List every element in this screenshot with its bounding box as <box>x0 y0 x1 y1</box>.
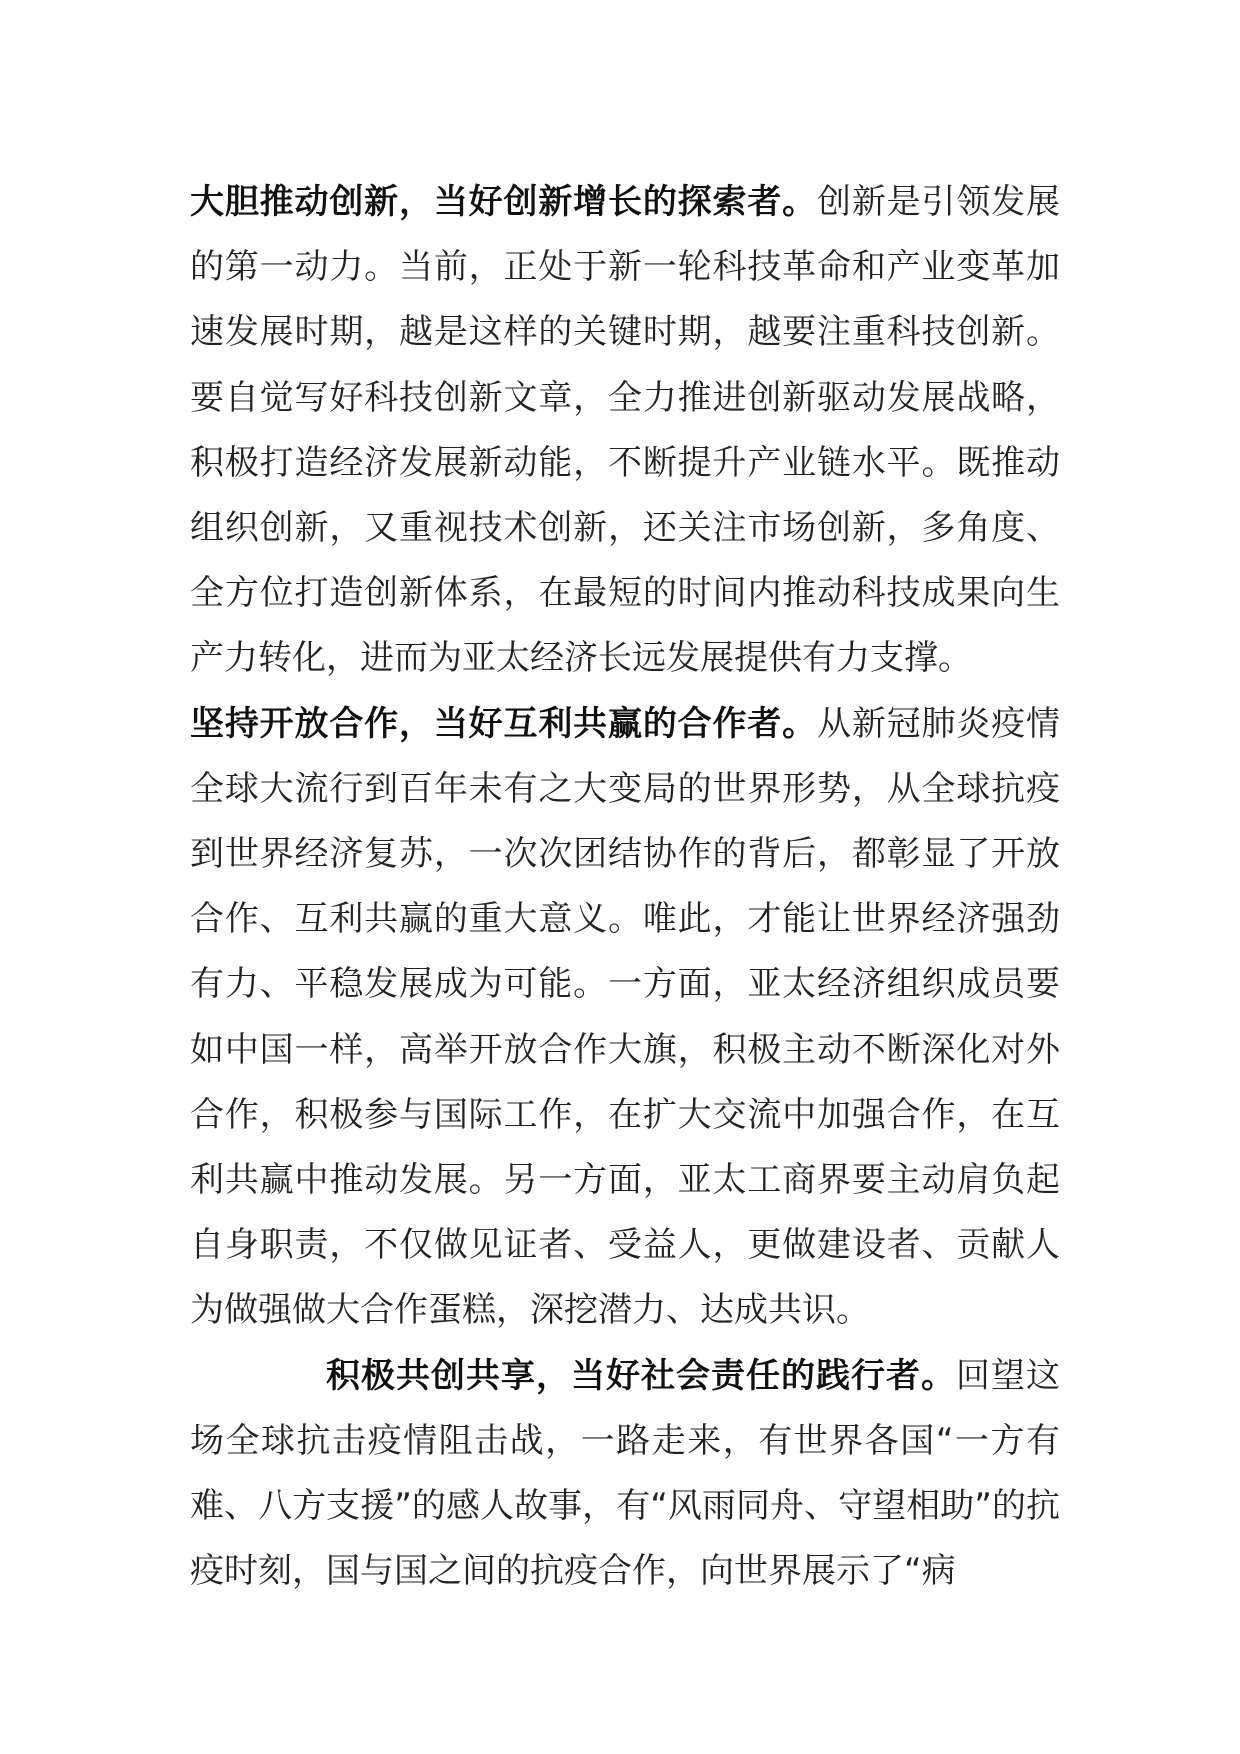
paragraph-lead-cooperation: 坚持开放合作，当好互利共赢的合作者。 <box>190 703 817 744</box>
paragraph-body-responsibility: 回望这场全球抗击疫情阻击战，一路走来，有世界各国“一方有难、八方支援”的感人故事，有“风雨同舟、守望相助”的抗疫时刻，国与国之间的抗疫合作，向世界展示了“病 <box>190 1355 1060 1592</box>
paragraph-body-cooperation: 从新冠肺炎疫情全球大流行到百年未有之大变局的世界形势，从全球抗疫到世界经济复苏，一次次团结协作的背后，都彰显了开放合作、互利共赢的重大意义。唯此，才能让世界经济强劲有力、平稳发展成为可能。一方面，亚太经济组织成员要如中国一样，高举开放合作大旗，积极主动不断深化对外合作，积极参与国际工作，在扩大交流中加强合作，在互利共赢中推动发展。另一方面，亚太工商界要主动肩负起自身职责，不仅做见证者、受益人，更做建设者、贡献人为做强做大合作蛋糕，深挖潜力、达成共识。 <box>190 703 1060 1331</box>
paragraph-responsibility <box>190 1344 1060 1605</box>
document-page <box>190 170 1060 1604</box>
paragraph-lead-innovation: 大胆推动创新，当好创新增长的探索者。 <box>190 182 817 222</box>
paragraph-cooperation <box>190 692 1060 1344</box>
paragraph-lead-responsibility: 积极共创共享，当好社会责任的践行者。 <box>326 1355 956 1396</box>
paragraph-innovation <box>190 170 1060 692</box>
paragraph-body-innovation: 创新是引领发展的第一动力。当前，正处于新一轮科技革命和产业变革加速发展时期，越是这样的关键时期，越要注重科技创新。要自觉写好科技创新文章，全力推进创新驱动发展战略，积极打造经济发展新动能，不断提升产业链水平。既推动组织创新，又重视技术创新，还关注市场创新，多角度、全方位打造创新体系，在最短的时间内推动科技成果向生产力转化，进而为亚太经济长远发展提供有力支撑。 <box>190 182 1060 679</box>
